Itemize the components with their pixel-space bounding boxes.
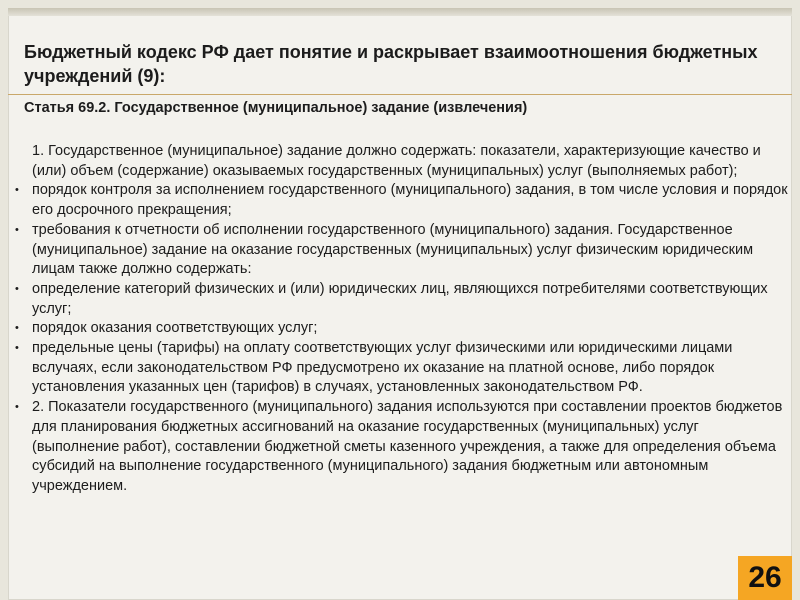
slide-title: Бюджетный кодекс РФ дает понятие и раскрывает взаимоотношения бюджетных учреждений (9): xyxy=(24,42,758,86)
bullet-item: • требования к отчетности об исполнении государственного (муниципального) задания. Государственное (муниципальное) задание на оказание государственных (муниципальных) услуг физическим юридическим лицам также должно содержать: xyxy=(18,221,788,280)
bullet-item: • порядок оказания соответствующих услуг; xyxy=(18,319,788,339)
bullet-item: • определение категорий физических и (или) юридических лиц, являющихся потребителями соответствующих услуг; xyxy=(18,280,788,319)
bullet-item: • предельные цены (тарифы) на оплату соответствующих услуг физическими или юридическими лицами вслучаях, если законодательством РФ предусмотрено их оказание на платной основе, либо порядок установления указанных цен (тарифов) в случаях, установленных законодательством РФ. xyxy=(18,339,788,398)
article-body xyxy=(18,142,788,497)
article-heading: Статья 69.2. Государственное (муниципальное) задание (извлечения) xyxy=(24,100,528,116)
bullet-item: • 2. Показатели государственного (муниципального) задания используются при составлении проектов бюджетов для планирования бюджетных ассигнований на оказание государственных (муниципальных) услуг (выполнение работ), составлении бюджетной сметы казенного учреждения, а также для определения объема субсидий на выполнение государственного (муниципального) задания бюджетным или автономным учреждением. xyxy=(18,398,788,497)
page-number-badge: 26 xyxy=(738,556,792,600)
slide-top-bar xyxy=(8,8,792,16)
title-divider xyxy=(8,94,792,95)
paragraph: 1. Государственное (муниципальное) задание должно содержать: показатели, характеризующие качество и (или) объем (содержание) оказываемых государственных (муниципальных) услуг (выполняемых работ); xyxy=(32,143,761,179)
bullet-item: • порядок контроля за исполнением государственного (муниципального) задания, в том числе условия и порядок его досрочного прекращения; xyxy=(18,181,788,220)
